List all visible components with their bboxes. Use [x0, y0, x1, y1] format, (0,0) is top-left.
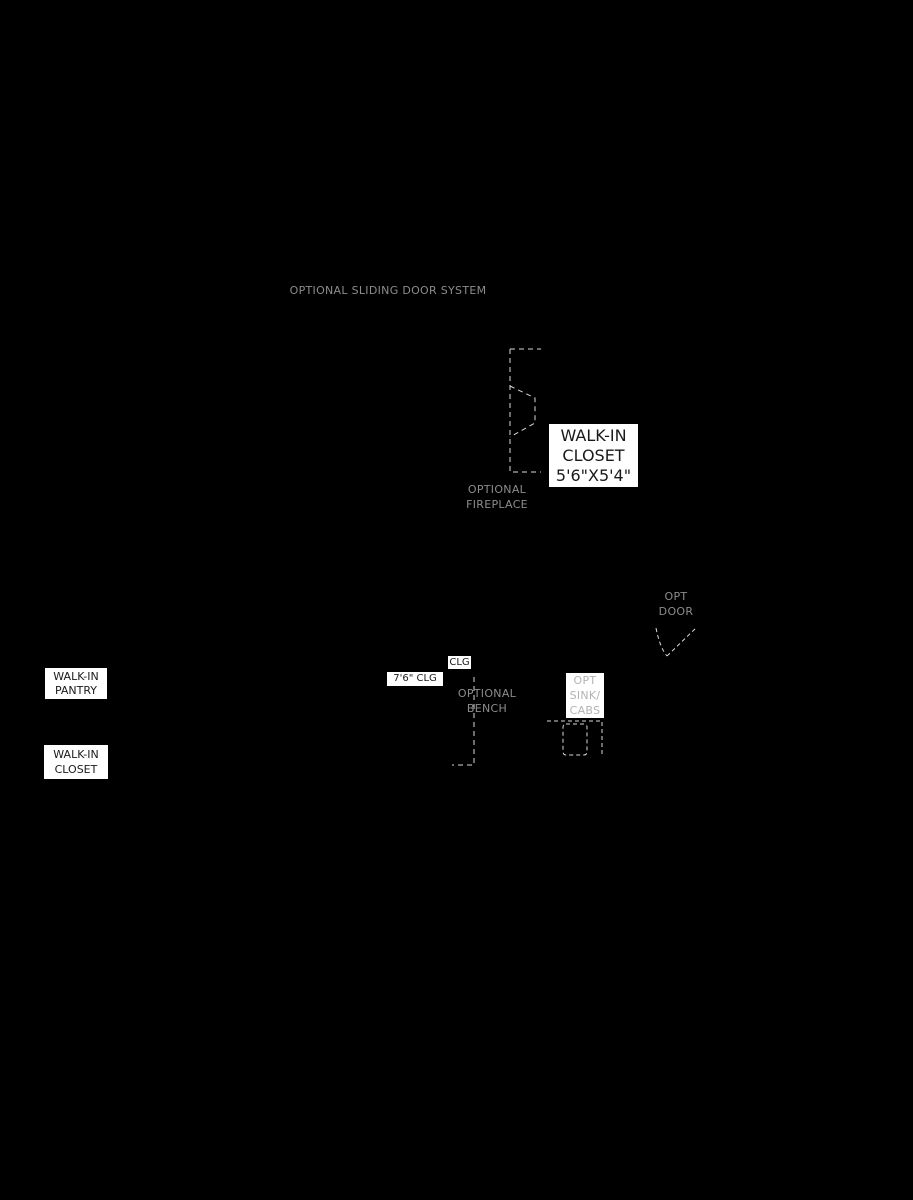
bench-label: OPTIONAL BENCH	[457, 687, 517, 715]
optional-door-swing	[656, 627, 697, 656]
optional-sink-outline	[547, 721, 602, 757]
room-tag-walk-in-pantry: WALK-IN PANTRY	[45, 668, 107, 699]
ceiling-height-tag-upper: CLG	[449, 657, 470, 668]
sliding-door-label: OPTIONAL SLIDING DOOR SYSTEM	[289, 284, 487, 297]
fireplace-label: OPTIONAL FIREPLACE	[466, 483, 528, 511]
room-tag-walk-in-closet-lower: WALK-IN CLOSET	[44, 745, 108, 779]
ceiling-height-tag-lower: 7'6" CLG	[387, 672, 443, 686]
opt-door-label: OPT DOOR	[658, 590, 694, 618]
room-tag-walk-in-closet-upper: WALK-IN CLOSET 5'6"X5'4"	[549, 424, 638, 487]
optional-fireplace-outline	[510, 349, 541, 472]
sink-label: OPT SINK/ CABS	[566, 673, 604, 718]
